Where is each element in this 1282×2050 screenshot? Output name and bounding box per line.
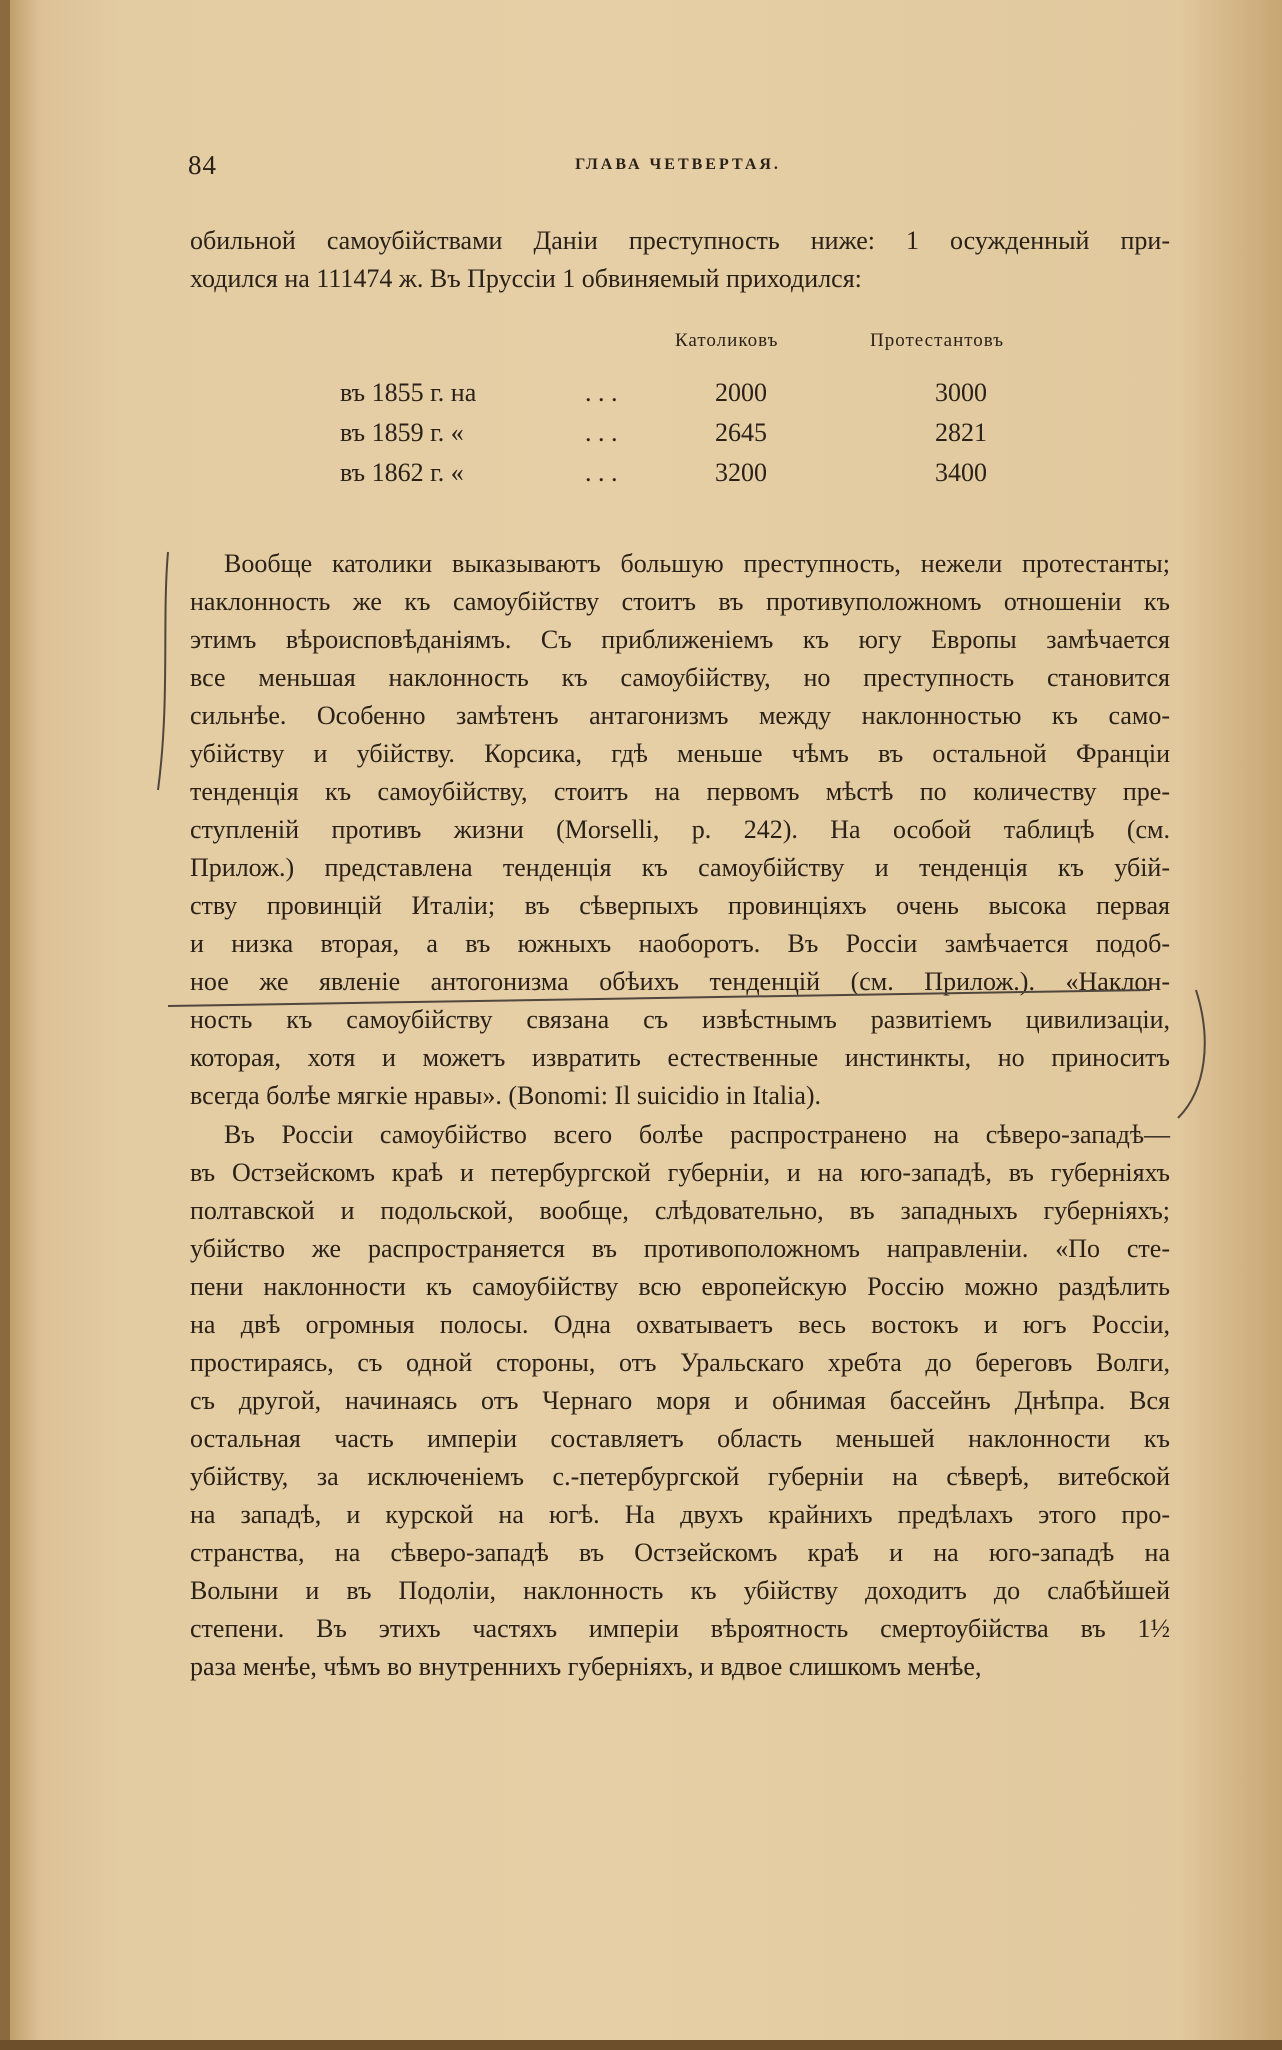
running-head: ГЛАВА ЧЕТВЕРТАЯ.	[575, 156, 781, 173]
text-line: Вообще католики выказываютъ большую преступность, нежели протестанты;	[224, 549, 1170, 578]
text-line: Въ Россіи самоубійство всего болѣе распространено на сѣверо-западѣ—	[224, 1120, 1170, 1149]
intro-text	[190, 222, 1170, 298]
text-line: степени. Въ этихъ частяхъ имперіи вѣроятность смертоубійства въ 1½	[190, 1614, 1170, 1643]
table-row	[340, 378, 1060, 416]
text-line: ное же явленіе антогонизма обѣихъ тенденцій (см. Прилож.). «Наклон-	[190, 967, 1170, 996]
cell-catholics: 2645	[715, 418, 767, 447]
text-line: Прилож.) представлена тенденція къ самоубійству и тенденція къ убій-	[190, 853, 1170, 882]
row-year: въ 1862 г. «	[340, 458, 464, 487]
cell-catholics: 3200	[715, 458, 767, 487]
page-header	[188, 150, 1168, 184]
text-line: съ другой, начинаясь отъ Чернаго моря и обнимая бассейнъ Днѣпра. Вся	[190, 1386, 1170, 1415]
cell-protestants: 2821	[935, 418, 987, 447]
text-line: полтавской и подольской, вообще, слѣдовательно, въ западныхъ губерніяхъ;	[190, 1196, 1170, 1225]
text-line: и низка вторая, а въ южныхъ наоборотъ. Въ Россіи замѣчается подоб-	[190, 929, 1170, 958]
text-line: тенденція къ самоубійству, стоитъ на первомъ мѣстѣ по количеству пре-	[190, 777, 1170, 806]
text-line: которая, хотя и можетъ извратить естественные инстинкты, но приноситъ	[190, 1043, 1170, 1072]
text-line: раза менѣе, чѣмъ во внутреннихъ губерніяхъ, и вдвое слишкомъ менѣе,	[190, 1652, 982, 1681]
page-bottom-edge	[0, 2040, 1282, 2050]
page-number: 84	[188, 150, 217, 180]
cell-catholics: 2000	[715, 378, 767, 407]
text-line: всегда болѣе мягкіе нравы». (Bonomi: Il suicidio in Italia).	[190, 1081, 822, 1110]
page-spine-shadow	[0, 0, 10, 2050]
text-line: простираясь, съ одной стороны, отъ Уральскаго хребта до береговъ Волги,	[190, 1348, 1170, 1377]
right-bracket-pencil-stroke	[1178, 990, 1205, 1118]
row-year: въ 1859 г. «	[340, 418, 464, 447]
text-line: все меньшая наклонность къ самоубійству, но преступность становится	[190, 663, 1170, 692]
text-line: Волыни и въ Подоліи, наклонность къ убійству доходитъ до слабѣйшей	[190, 1576, 1170, 1605]
text-line: на западѣ, и курской на югѣ. На двухъ крайнихъ предѣлахъ этого про-	[190, 1500, 1170, 1529]
column-header-catholics: Католиковъ	[675, 330, 779, 351]
text-line: ность къ самоубійству связана съ извѣстнымъ развитіемъ цивилизаціи,	[190, 1005, 1170, 1034]
row-dots: . . .	[585, 378, 618, 407]
text-line: сильнѣе. Особенно замѣтенъ антагонизмъ между наклонностью къ само-	[190, 701, 1170, 730]
paragraph-2	[190, 1116, 1170, 1686]
text-line: этимъ вѣроисповѣданіямъ. Съ приближеніемъ къ югу Европы замѣчается	[190, 625, 1170, 654]
text-line: пени наклонности къ самоубійству всю европейскую Россію можно раздѣлить	[190, 1272, 1170, 1301]
statistics-table	[340, 330, 1060, 500]
table-row	[340, 418, 1060, 456]
row-year: въ 1855 г. на	[340, 378, 477, 407]
text-line: ходился на 111474 ж. Въ Пруссіи 1 обвиняемый приходился:	[190, 264, 862, 293]
text-line: въ Остзейскомъ краѣ и петербургской губерніи, и на юго-западѣ, въ губерніяхъ	[190, 1158, 1170, 1187]
text-line: убійству, за исключеніемъ с.-петербургской губерніи на сѣверѣ, витебской	[190, 1462, 1170, 1491]
table-row	[340, 458, 1060, 496]
text-line: остальная часть имперіи составляетъ область меньшей наклонности къ	[190, 1424, 1170, 1453]
text-line: убійству и убійству. Корсика, гдѣ меньше чѣмъ въ остальной Франціи	[190, 739, 1170, 768]
text-line: ству провинцій Италіи; въ сѣверпыхъ провинціяхъ очень высока первая	[190, 891, 1170, 920]
text-line: убійство же распространяется въ противоположномъ направленіи. «По сте-	[190, 1234, 1170, 1263]
paragraph-1	[190, 545, 1170, 1115]
cell-protestants: 3400	[935, 458, 987, 487]
text-line: на двѣ огромныя полосы. Одна охватываетъ весь востокъ и югъ Россіи,	[190, 1310, 1170, 1339]
text-line: наклонность же къ самоубійству стоитъ въ противуположномъ отношеніи къ	[190, 587, 1170, 616]
row-dots: . . .	[585, 458, 618, 487]
column-header-protestants: Протестантовъ	[870, 330, 1005, 351]
cell-protestants: 3000	[935, 378, 987, 407]
row-dots: . . .	[585, 418, 618, 447]
text-line: странства, на сѣверо-западѣ въ Остзейскомъ краѣ и на юго-западѣ на	[190, 1538, 1170, 1567]
text-line: ступленій противъ жизни (Morselli, p. 242). На особой таблицѣ (см.	[190, 815, 1170, 844]
text-line: обильной самоубійствами Даніи преступность ниже: 1 осужденный при-	[190, 226, 1170, 255]
margin-pencil-line	[158, 552, 168, 790]
